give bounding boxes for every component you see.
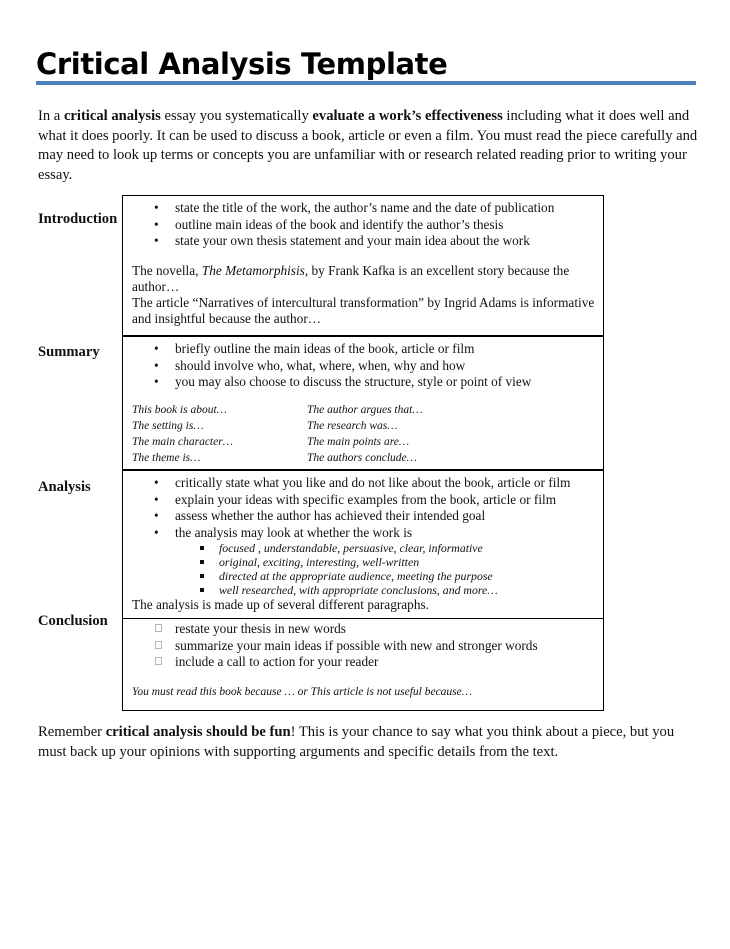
section-label-analysis: Analysis xyxy=(38,479,91,495)
example-text: The novella, xyxy=(132,262,202,278)
list-item-text: you may also choose to discuss the structure, style or point of view xyxy=(175,374,532,389)
list-item-text: summarize your main ideas if possible with new and stronger words xyxy=(175,637,538,653)
list-item xyxy=(132,508,597,525)
square-bullet-icon xyxy=(200,546,204,550)
checkbox-icon xyxy=(155,657,162,665)
list-item xyxy=(132,341,597,358)
intro-text: including what it does well and what it does poorly. It can be used to discuss a book, article or even a film. You must read the piece carefully and may need to look up terms or concepts you are unfamiliar with or research related reading prior to writing your essay. xyxy=(38,108,698,183)
prompt: The main points are… xyxy=(307,435,410,448)
summary-prompts xyxy=(132,402,597,467)
prompt: The main character… xyxy=(132,435,233,448)
list-item-text: briefly outline the main ideas of the book, article or film xyxy=(175,341,475,356)
bullet-icon: • xyxy=(154,216,159,232)
list-item-text: state your own thesis statement and your main idea about the work xyxy=(175,233,530,248)
list-item xyxy=(132,200,597,217)
conclusion-example: You must read this book because … or This article is not useful because… xyxy=(132,685,472,698)
example-text: , by Frank Kafka is an excellent story because the author… xyxy=(132,262,570,294)
example-sentence xyxy=(132,263,597,295)
list-item-text: explain your ideas with specific examples from the book, article or film xyxy=(175,491,557,507)
analysis-sub-bullets xyxy=(132,541,597,597)
example-sentence: The article “Narratives of intercultural transformation” by Ingrid Adams is informative and insightful because the author… xyxy=(132,294,595,326)
list-item-text: assess whether the author has achieved their intended goal xyxy=(175,508,486,523)
list-item-text: restate your thesis in new words xyxy=(175,621,346,636)
list-item-text: outline main ideas of the book and identify the author’s thesis xyxy=(175,216,504,232)
bullet-icon: • xyxy=(154,233,159,248)
bullet-icon: • xyxy=(154,508,159,523)
bullet-icon: • xyxy=(154,200,159,215)
analysis-cell xyxy=(132,475,597,614)
intro-bold-phrase: evaluate a work’s effectiveness xyxy=(312,108,503,124)
checkbox-icon xyxy=(155,641,162,649)
bullet-icon: • xyxy=(154,475,159,490)
closing-text: ! This is your chance to say what you think about a piece, but you must back up your opinions with supporting arguments and specific details from the text. xyxy=(38,724,675,760)
list-item-text: the analysis may look at whether the work is xyxy=(175,524,413,540)
section-divider xyxy=(122,469,604,471)
list-item xyxy=(132,583,597,597)
list-item xyxy=(132,638,597,655)
bullet-icon: • xyxy=(154,524,159,540)
list-item-text: focused , understandable, persuasive, clear, informative xyxy=(219,541,483,555)
list-item-text: critically state what you like and do not like about the book, article or film xyxy=(175,475,571,490)
list-item xyxy=(132,358,597,375)
section-label-summary: Summary xyxy=(38,344,100,360)
intro-text: In a xyxy=(38,108,64,124)
list-item-text: should involve who, what, where, when, why and how xyxy=(175,357,466,373)
list-item xyxy=(132,475,597,492)
prompt: The setting is… xyxy=(132,419,204,432)
list-item xyxy=(132,541,597,555)
intro-bold-term: critical analysis xyxy=(63,108,161,124)
list-item-text: original, exciting, interesting, well-written xyxy=(219,555,420,569)
list-item xyxy=(132,525,597,542)
conclusion-checklist xyxy=(132,621,597,671)
list-item xyxy=(132,621,597,638)
square-bullet-icon xyxy=(200,588,204,592)
introduction-examples xyxy=(132,263,597,327)
list-item xyxy=(132,555,597,569)
prompt: The theme is… xyxy=(132,452,201,465)
title-underline xyxy=(36,81,696,85)
section-divider xyxy=(122,335,604,337)
prompt: The author argues that… xyxy=(307,403,423,416)
closing-bold-phrase: critical analysis should be fun xyxy=(105,724,291,740)
section-divider xyxy=(122,618,604,619)
prompt: The authors conclude… xyxy=(307,452,417,465)
conclusion-cell xyxy=(132,621,597,700)
introduction-bullets xyxy=(132,200,597,250)
prompt: The research was… xyxy=(307,419,398,432)
list-item xyxy=(132,492,597,509)
analysis-bullets xyxy=(132,475,597,541)
closing-text: Remember xyxy=(38,724,106,740)
list-item-text: state the title of the work, the author’s name and the date of publication xyxy=(175,200,555,215)
analysis-note: The analysis is made up of several different paragraphs. xyxy=(132,597,429,612)
list-item xyxy=(132,233,597,250)
checkbox-icon xyxy=(155,624,162,632)
square-bullet-icon xyxy=(200,560,204,564)
closing-paragraph xyxy=(38,723,698,762)
bullet-icon: • xyxy=(154,374,159,389)
list-item-text: well researched, with appropriate conclusions, and more… xyxy=(219,583,498,597)
section-label-conclusion: Conclusion xyxy=(38,613,108,629)
introduction-cell xyxy=(132,200,597,327)
page-title: Critical Analysis Template xyxy=(36,47,448,81)
summary-bullets xyxy=(132,341,597,391)
section-label-introduction: Introduction xyxy=(38,211,118,227)
list-item-text: include a call to action for your reader xyxy=(175,654,379,669)
summary-cell xyxy=(132,341,597,466)
list-item-text: directed at the appropriate audience, meeting the purpose xyxy=(219,569,493,583)
list-item xyxy=(132,654,597,671)
list-item xyxy=(132,217,597,234)
bullet-icon: • xyxy=(154,357,159,373)
bullet-icon: • xyxy=(154,491,159,507)
intro-paragraph xyxy=(38,107,698,185)
work-title: The Metamorphisis xyxy=(201,262,305,278)
intro-text: essay you systematically xyxy=(160,108,313,124)
list-item xyxy=(132,569,597,583)
prompt: This book is about… xyxy=(132,403,227,416)
square-bullet-icon xyxy=(200,574,204,578)
list-item xyxy=(132,374,597,391)
bullet-icon: • xyxy=(154,341,159,356)
